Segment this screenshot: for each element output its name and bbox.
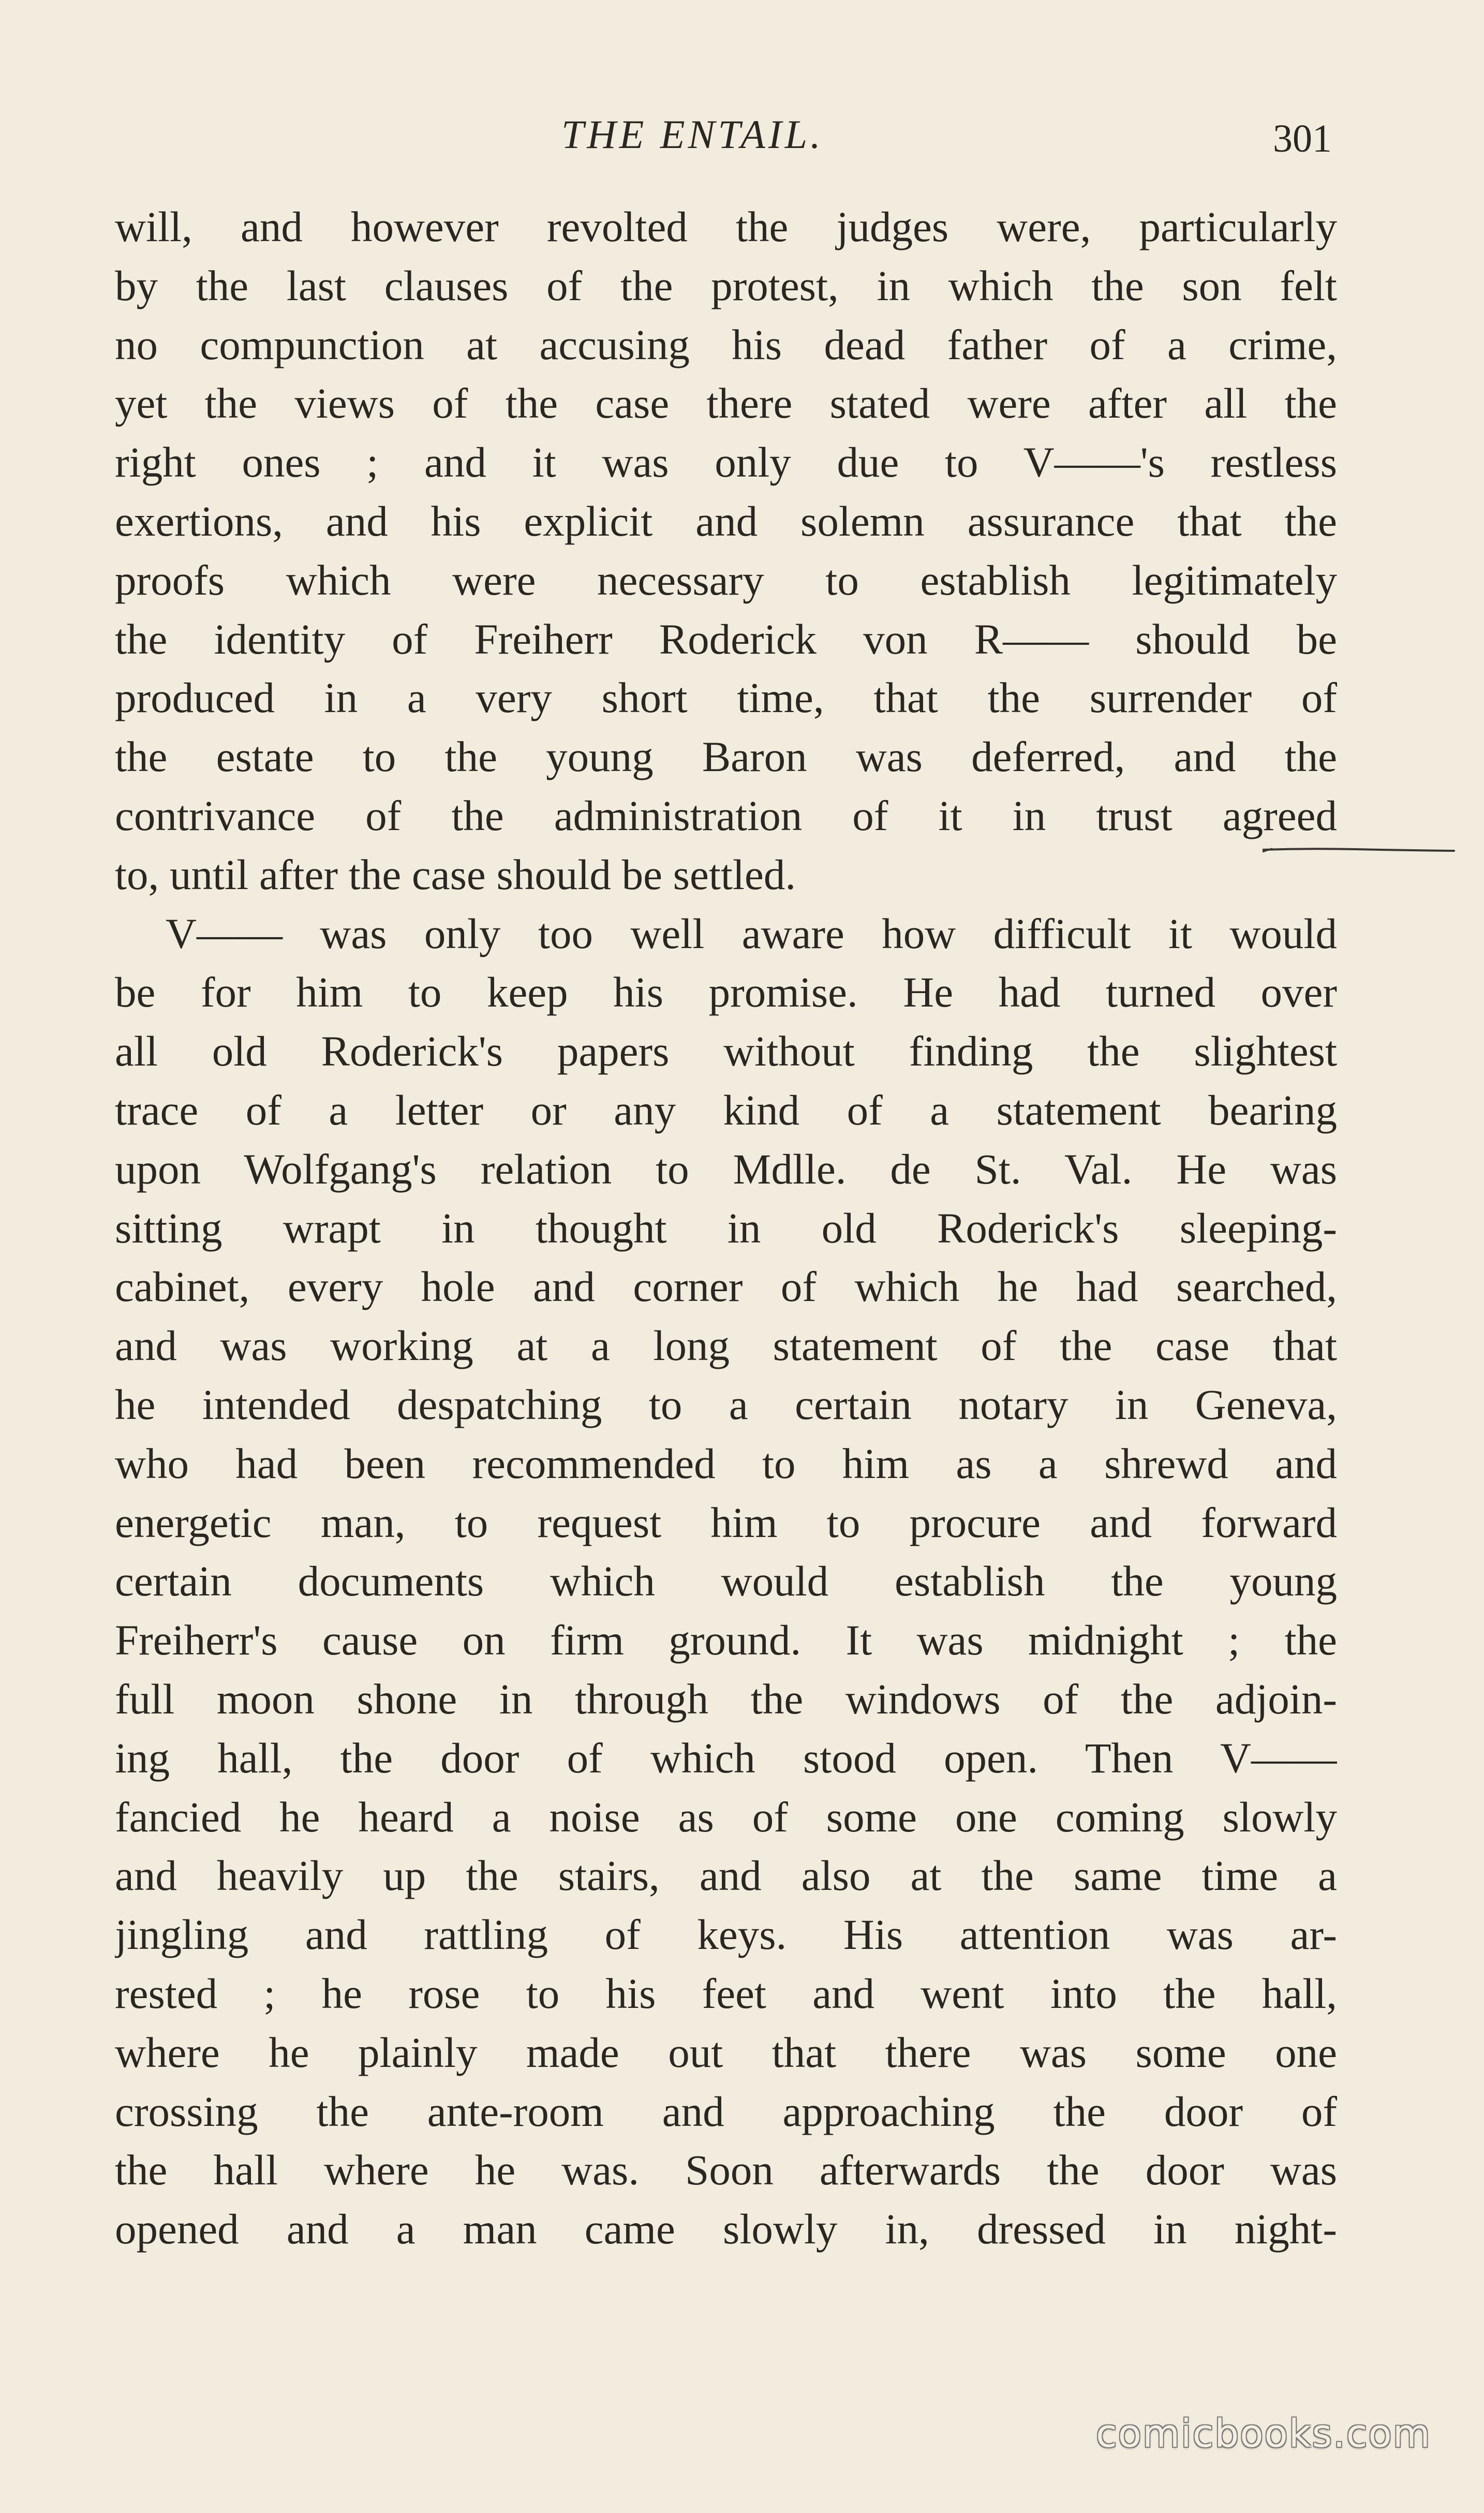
text-line: the hall where he was. Soon afterwards the door was <box>115 2146 1337 2194</box>
text-line: and heavily up the stairs, and also at the same time a <box>115 1852 1337 1900</box>
running-head <box>0 106 1484 163</box>
running-title: THE ENTAIL. <box>561 112 824 157</box>
text-line: certain documents which would establish the young <box>115 1557 1337 1605</box>
text-line: sitting wrapt in thought in old Roderick's sleeping- <box>115 1204 1337 1252</box>
text-line: the identity of Freiherr Roderick von R—— should be <box>115 615 1337 663</box>
text-line: ing hall, the door of which stood open. Then V—— <box>115 1734 1337 1782</box>
text-line: the estate to the young Baron was deferred, and the <box>115 733 1337 781</box>
text-line: upon Wolfgang's relation to Mdlle. de St. Val. He was <box>115 1145 1337 1193</box>
text-line: cabinet, every hole and corner of which he had searched, <box>115 1263 1337 1311</box>
text-line: exertions, and his explicit and solemn assurance that the <box>115 497 1337 545</box>
text-line: be for him to keep his promise. He had turned over <box>115 968 1337 1016</box>
text-line: where he plainly made out that there was some one <box>115 2028 1337 2076</box>
text-line: Freiherr's cause on firm ground. It was midnight ; the <box>115 1616 1337 1664</box>
text-line: trace of a letter or any kind of a statement bearing <box>115 1086 1337 1134</box>
text-line: energetic man, to request him to procure and forward <box>115 1498 1337 1546</box>
text-line: he intended despatching to a certain notary in Geneva, <box>115 1380 1337 1428</box>
watermark: comicbooks.com <box>1096 2412 1431 2456</box>
text-line: proofs which were necessary to establish legitimately <box>115 556 1337 604</box>
text-line: will, and however revolted the judges were, particularly <box>115 203 1337 250</box>
text-line: right ones ; and it was only due to V——'s restless <box>115 438 1337 486</box>
text-line: jingling and rattling of keys. His attention was ar- <box>115 1911 1337 1959</box>
text-line: to, until after the case should be settled. <box>115 850 796 898</box>
text-line: crossing the ante-room and approaching the door of <box>115 2087 1337 2135</box>
text-line: produced in a very short time, that the surrender of <box>115 674 1337 722</box>
text-line: rested ; he rose to his feet and went into the hall, <box>115 1969 1337 2017</box>
body-text <box>115 198 1337 2259</box>
text-line: and was working at a long statement of the case that <box>115 1322 1337 1370</box>
text-line: all old Roderick's papers without finding the slightest <box>115 1027 1337 1075</box>
text-line: yet the views of the case there stated were after all the <box>115 379 1337 427</box>
text-line: by the last clauses of the protest, in which the son felt <box>115 261 1337 309</box>
text-line: full moon shone in through the windows of the adjoin- <box>115 1675 1337 1723</box>
text-line: who had been recommended to him as a shrewd and <box>115 1439 1337 1487</box>
text-line: opened and a man came slowly in, dressed in night- <box>115 2205 1337 2253</box>
pencil-margin-mark <box>1263 847 1459 855</box>
text-line: contrivance of the administration of it in trust agreed <box>115 791 1337 839</box>
text-line: no compunction at accusing his dead father of a crime, <box>115 320 1337 368</box>
text-line: V—— was only too well aware how difficult it would <box>166 909 1337 957</box>
page-number: 301 <box>1273 117 1332 160</box>
text-line: fancied he heard a noise as of some one coming slowly <box>115 1793 1337 1841</box>
